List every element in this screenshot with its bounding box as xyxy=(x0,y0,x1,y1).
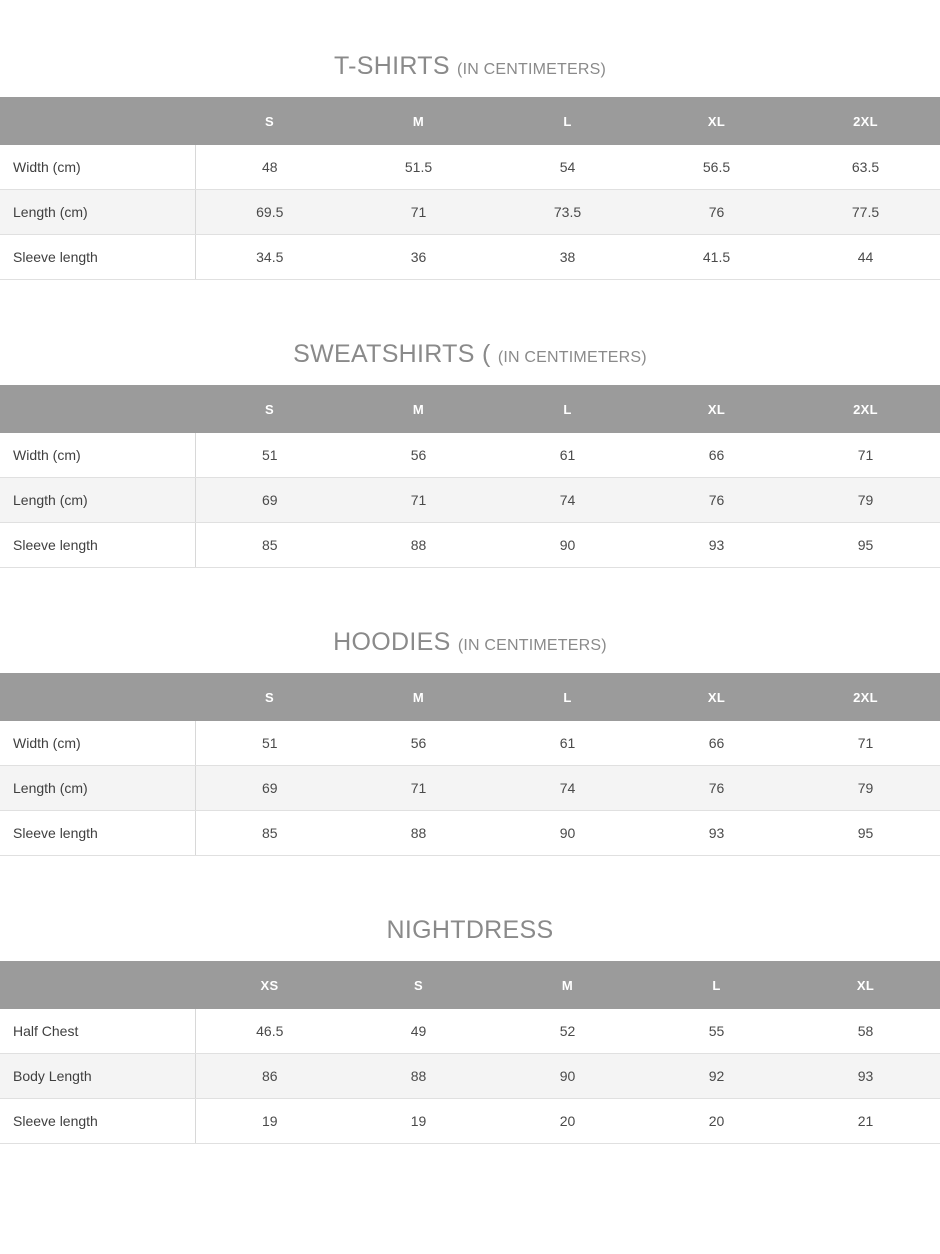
size-sections xyxy=(0,52,940,1204)
column-header-size: XS xyxy=(195,961,344,1009)
measurement-cell: 74 xyxy=(493,766,642,811)
size-section xyxy=(0,340,940,568)
measurement-cell: 90 xyxy=(493,811,642,856)
section-title-unit: (IN CENTIMETERS) xyxy=(457,637,607,654)
row-label: Sleeve length xyxy=(0,235,195,280)
measurement-cell: 52 xyxy=(493,1009,642,1054)
section-title-text: SWEATSHIRTS ( xyxy=(293,340,491,368)
measurement-cell: 71 xyxy=(344,190,493,235)
table-header-row xyxy=(0,385,940,433)
column-header-size: XL xyxy=(642,673,791,721)
measurement-cell: 76 xyxy=(642,190,791,235)
measurement-cell: 55 xyxy=(642,1009,791,1054)
measurement-cell: 69.5 xyxy=(195,190,344,235)
size-table xyxy=(0,961,940,1144)
measurement-cell: 20 xyxy=(642,1099,791,1144)
measurement-cell: 69 xyxy=(195,478,344,523)
column-header-label xyxy=(0,97,195,145)
table-row xyxy=(0,811,940,856)
table-row xyxy=(0,190,940,235)
section-title-unit: (IN CENTIMETERS) xyxy=(457,61,607,78)
column-header-size: M xyxy=(344,673,493,721)
measurement-cell: 71 xyxy=(344,478,493,523)
table-header-row xyxy=(0,673,940,721)
row-label: Sleeve length xyxy=(0,1099,195,1144)
section-spacer xyxy=(0,280,940,340)
column-header-size: XL xyxy=(642,385,791,433)
measurement-cell: 76 xyxy=(642,478,791,523)
table-row xyxy=(0,1099,940,1144)
section-title xyxy=(0,916,940,961)
measurement-cell: 79 xyxy=(791,766,940,811)
table-row xyxy=(0,766,940,811)
measurement-cell: 90 xyxy=(493,1054,642,1099)
measurement-cell: 61 xyxy=(493,721,642,766)
measurement-cell: 73.5 xyxy=(493,190,642,235)
size-table xyxy=(0,673,940,856)
measurement-cell: 90 xyxy=(493,523,642,568)
measurement-cell: 56 xyxy=(344,721,493,766)
section-title xyxy=(0,340,940,385)
section-spacer xyxy=(0,568,940,628)
row-label: Length (cm) xyxy=(0,766,195,811)
size-table xyxy=(0,97,940,280)
column-header-label xyxy=(0,385,195,433)
section-title-text: T-SHIRTS xyxy=(333,52,450,80)
column-header-size: L xyxy=(493,97,642,145)
measurement-cell: 49 xyxy=(344,1009,493,1054)
section-title-text: HOODIES xyxy=(333,628,451,656)
column-header-size: M xyxy=(493,961,642,1009)
measurement-cell: 74 xyxy=(493,478,642,523)
measurement-cell: 48 xyxy=(195,145,344,190)
table-row xyxy=(0,1009,940,1054)
measurement-cell: 34.5 xyxy=(195,235,344,280)
measurement-cell: 38 xyxy=(493,235,642,280)
measurement-cell: 76 xyxy=(642,766,791,811)
column-header-size: M xyxy=(344,385,493,433)
size-section xyxy=(0,916,940,1144)
measurement-cell: 51 xyxy=(195,433,344,478)
measurement-cell: 46.5 xyxy=(195,1009,344,1054)
measurement-cell: 36 xyxy=(344,235,493,280)
measurement-cell: 71 xyxy=(791,433,940,478)
table-row xyxy=(0,1054,940,1099)
size-section xyxy=(0,52,940,280)
row-label: Body Length xyxy=(0,1054,195,1099)
row-label: Width (cm) xyxy=(0,721,195,766)
measurement-cell: 19 xyxy=(344,1099,493,1144)
row-label: Width (cm) xyxy=(0,433,195,478)
table-row xyxy=(0,478,940,523)
column-header-size: XL xyxy=(791,961,940,1009)
measurement-cell: 88 xyxy=(344,811,493,856)
measurement-cell: 41.5 xyxy=(642,235,791,280)
column-header-size: L xyxy=(493,673,642,721)
measurement-cell: 54 xyxy=(493,145,642,190)
table-row xyxy=(0,721,940,766)
row-label: Sleeve length xyxy=(0,811,195,856)
column-header-size: 2XL xyxy=(791,385,940,433)
row-label: Width (cm) xyxy=(0,145,195,190)
section-title-text: NIGHTDRESS xyxy=(386,916,554,944)
row-label: Half Chest xyxy=(0,1009,195,1054)
column-header-size: S xyxy=(344,961,493,1009)
column-header-size: M xyxy=(344,97,493,145)
measurement-cell: 92 xyxy=(642,1054,791,1099)
measurement-cell: 93 xyxy=(791,1054,940,1099)
measurement-cell: 69 xyxy=(195,766,344,811)
measurement-cell: 51.5 xyxy=(344,145,493,190)
measurement-cell: 77.5 xyxy=(791,190,940,235)
table-header-row xyxy=(0,961,940,1009)
size-table xyxy=(0,385,940,568)
measurement-cell: 56 xyxy=(344,433,493,478)
section-title xyxy=(0,52,940,97)
measurement-cell: 79 xyxy=(791,478,940,523)
section-title-unit: (IN CENTIMETERS) xyxy=(497,349,647,366)
section-spacer xyxy=(0,856,940,916)
measurement-cell: 71 xyxy=(791,721,940,766)
measurement-cell: 93 xyxy=(642,523,791,568)
table-row xyxy=(0,523,940,568)
column-header-size: S xyxy=(195,673,344,721)
measurement-cell: 19 xyxy=(195,1099,344,1144)
measurement-cell: 21 xyxy=(791,1099,940,1144)
measurement-cell: 85 xyxy=(195,811,344,856)
table-row xyxy=(0,145,940,190)
section-spacer xyxy=(0,1144,940,1204)
measurement-cell: 66 xyxy=(642,721,791,766)
column-header-size: 2XL xyxy=(791,97,940,145)
column-header-size: L xyxy=(642,961,791,1009)
measurement-cell: 88 xyxy=(344,1054,493,1099)
measurement-cell: 86 xyxy=(195,1054,344,1099)
column-header-size: 2XL xyxy=(791,673,940,721)
measurement-cell: 66 xyxy=(642,433,791,478)
measurement-cell: 71 xyxy=(344,766,493,811)
column-header-size: L xyxy=(493,385,642,433)
row-label: Length (cm) xyxy=(0,190,195,235)
measurement-cell: 85 xyxy=(195,523,344,568)
measurement-cell: 63.5 xyxy=(791,145,940,190)
column-header-label xyxy=(0,673,195,721)
column-header-label xyxy=(0,961,195,1009)
row-label: Length (cm) xyxy=(0,478,195,523)
measurement-cell: 61 xyxy=(493,433,642,478)
measurement-cell: 95 xyxy=(791,523,940,568)
measurement-cell: 93 xyxy=(642,811,791,856)
measurement-cell: 58 xyxy=(791,1009,940,1054)
table-row xyxy=(0,235,940,280)
table-row xyxy=(0,433,940,478)
measurement-cell: 44 xyxy=(791,235,940,280)
section-title xyxy=(0,628,940,673)
measurement-cell: 95 xyxy=(791,811,940,856)
column-header-size: XL xyxy=(642,97,791,145)
table-header-row xyxy=(0,97,940,145)
column-header-size: S xyxy=(195,385,344,433)
measurement-cell: 56.5 xyxy=(642,145,791,190)
measurement-cell: 88 xyxy=(344,523,493,568)
measurement-cell: 20 xyxy=(493,1099,642,1144)
measurement-cell: 51 xyxy=(195,721,344,766)
row-label: Sleeve length xyxy=(0,523,195,568)
size-section xyxy=(0,628,940,856)
column-header-size: S xyxy=(195,97,344,145)
